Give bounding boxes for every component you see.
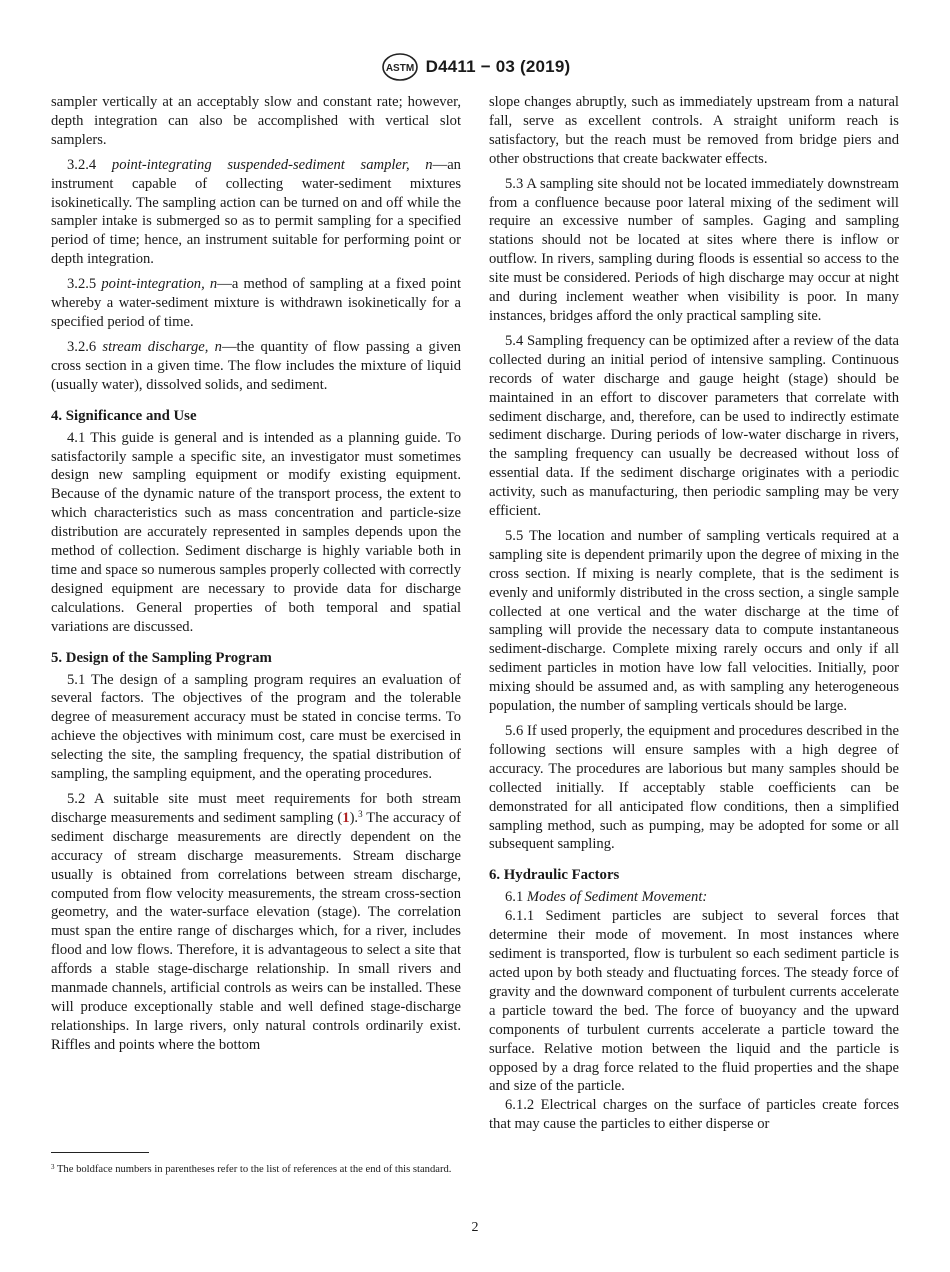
section-5-1: 5.1 The design of a sampling program requires an evaluation of several factors. The objectives of the program and the tolerable degree of measurement accuracy must be stated in concise terms. To achieve the objectives with minimum cost, care must be exercised in selecting the site, the sampling frequency, the spatial distribution of sampling, the sampling equipment, and the operating procedures. — [51, 671, 461, 783]
section-3-2-6: 3.2.6 stream discharge, n—the quantity of flow passing a given cross section in a given time. The flow includes the mixture of liquid (usually water), dissolved solids, and sediment. — [51, 338, 461, 393]
section-3-2-5: 3.2.5 point-integration, n—a method of sampling at a fixed point whereby a water-sediment mixture is withdrawn isokinetically for a specified period of time. — [51, 276, 461, 330]
paragraph-continuation: slope changes abruptly, such as immediately upstream from a natural fall, serve as excellent controls. A straight uniform reach is satisfactory, but the reach must be removed from bridge piers and other obstructions that create backwater effects. — [489, 94, 899, 167]
section-heading-4: 4. Significance and Use — [51, 407, 197, 424]
footnote — [51, 1162, 461, 1177]
footnote-number: 3 — [51, 1163, 55, 1171]
page-number: 2 — [471, 1220, 479, 1235]
section-6-1-1: 6.1.1 Sediment particles are subject to several forces that determine their mode of movement. In most instances where sediment is transported, flow is turbulent so each sediment particle is acted upon by both steady and fluctuating forces. The steady force of gravity and the downward component of turbulent currents accelerate a particle toward the bed. The force of buoyancy and the upward components of turbulent currents accelerate a particle toward the surface. Relative motion between the liquid and the particle is opposed by a drag force related to the fluid properties and the shape and size of the particle. — [489, 908, 899, 1095]
footnote-marker[interactable]: 3 — [358, 808, 363, 819]
footnote-divider — [51, 1152, 149, 1153]
section-5-3: 5.3 A sampling site should not be located immediately downstream from a confluence because poor lateral mixing of the sediment will require an excessive number of samples. Gaging and sampling stations should not be located at sites where there is inflow or outflow. In rivers, sampling during floods is essential so access to the site must be considered. Periods of high discharge may occur at night and during inclement weather when visibility is poor. In many instances, bridges afford the only practical sampling site. — [489, 175, 899, 324]
standard-designation: D4411 − 03 (2019) — [425, 57, 571, 76]
section-5-6: 5.6 If used properly, the equipment and procedures described in the following sections will ensure samples with a high degree of accuracy. The procedures are laborious but many samples should be collected initially. If acceptably stable coefficients can be demonstrated for all anticipated flow conditions, then a simplified sampling method, such as pumping, may be adopted for some or all subsequent sampling. — [489, 723, 899, 853]
section-heading-5: 5. Design of the Sampling Program — [51, 649, 272, 666]
section-5-4: 5.4 Sampling frequency can be optimized after a review of the data collected during an initial period of intensive sampling. Continuous records of water discharge and gauge height (stage) should be maintained in an effort to discover parameters that correlate with sediment discharge, and, therefore, can be used to indirectly estimate sediment discharge. During periods of low-water discharge in rivers, the sampling frequency can usually be decreased without loss of essential data. If the sediment discharge originates with a periodic activity, such as manufacturing, then periodic sampling may be very efficient. — [489, 332, 899, 520]
reference-link[interactable]: 1 — [342, 809, 350, 826]
section-heading-6: 6. Hydraulic Factors — [489, 867, 620, 884]
page-header — [0, 50, 950, 84]
footnote-text: The boldface numbers in parentheses refer to the list of references at the end of this standard. — [54, 1164, 452, 1175]
section-6-1: 6.1 Modes of Sediment Movement: — [505, 889, 708, 906]
term-definition: stream discharge, n — [102, 338, 222, 355]
term-definition: point-integration, n — [101, 276, 218, 293]
section-5-2: 5.2 A suitable site must meet requirements for both stream discharge measurements and sediment sampling (1).$^3$ The accuracy of sediment discharge measurements are directly dependent on the accuracy of stream discharge measurements. Stream discharge usually is obtained from correlations between stream discharge, computed from flow velocity measurements, the stream cross-section geometry, and the water-surface elevation (stage). The correlation must span the entire range of discharges which, for a river, includes flood and low flows. Therefore, it is advantageous to select a site that affords a stable stage-discharge relationship. In small rivers and manmade channels, artificial controls as weirs can be installed. These will produce exceptionally stable and well defined stage-discharge relationships. In large rivers, only natural controls ordinarily exist. Riffles and points where the bottom — [51, 791, 461, 1053]
left-column — [51, 93, 461, 1061]
right-column — [489, 93, 899, 1134]
section-4-1: 4.1 This guide is general and is intended as a planning guide. To satisfactorily sample a specific site, an investigator must sometimes design new sampling equipment or modify existing equipment. Because of the dynamic nature of the transport process, the extent to which characteristics such as mass concentration and particle-size distribution are accurately represented in samples depends upon the method of collection. Sediment discharge is highly variable both in time and space so numerous samples properly collected with correctly designed equipment are necessary to provide data for discharge calculations. General properties of both temporal and spatial variations are discussed. — [51, 429, 461, 635]
section-3-2-4: 3.2.4 point-integrating suspended-sediment sampler, n—an instrument capable of collecting water-sediment mixtures isokinetically. The sampling action can be turned on and off while the sampler intake is submerged so as to permit sampling for a specified period of time; hence, an instrument suitable for performing point or depth integration. — [51, 156, 461, 268]
astm-logo-text: ASTM — [385, 63, 414, 74]
paragraph-continuation: sampler vertically at an acceptably slow and constant rate; however, depth integration can also be accomplished with vertical slot samplers. — [51, 94, 461, 148]
term-definition: point-integrating suspended-sediment sampler, n — [111, 156, 433, 173]
section-5-5: 5.5 The location and number of sampling verticals required at a sampling site is dependent primarily upon the degree of mixing in the cross section. If mixing is nearly complete, that is the sediment is evenly and uniformly distributed in the cross section, a single sample collected at one vertical and the water discharge at the time of sampling will provide the necessary data to compute instantaneous sediment-discharge. Complete mixing rarely occurs and only if all sediment particles in motion have low fall velocities. Initially, poor mixing should be assumed and, as with sampling any heterogeneous population, the number of sampling verticals should be large. — [489, 527, 899, 715]
section-6-1-2: 6.1.2 Electrical charges on the surface of particles create forces that may cause the particles to either disperse or — [489, 1097, 899, 1133]
astm-logo-icon — [380, 52, 420, 82]
